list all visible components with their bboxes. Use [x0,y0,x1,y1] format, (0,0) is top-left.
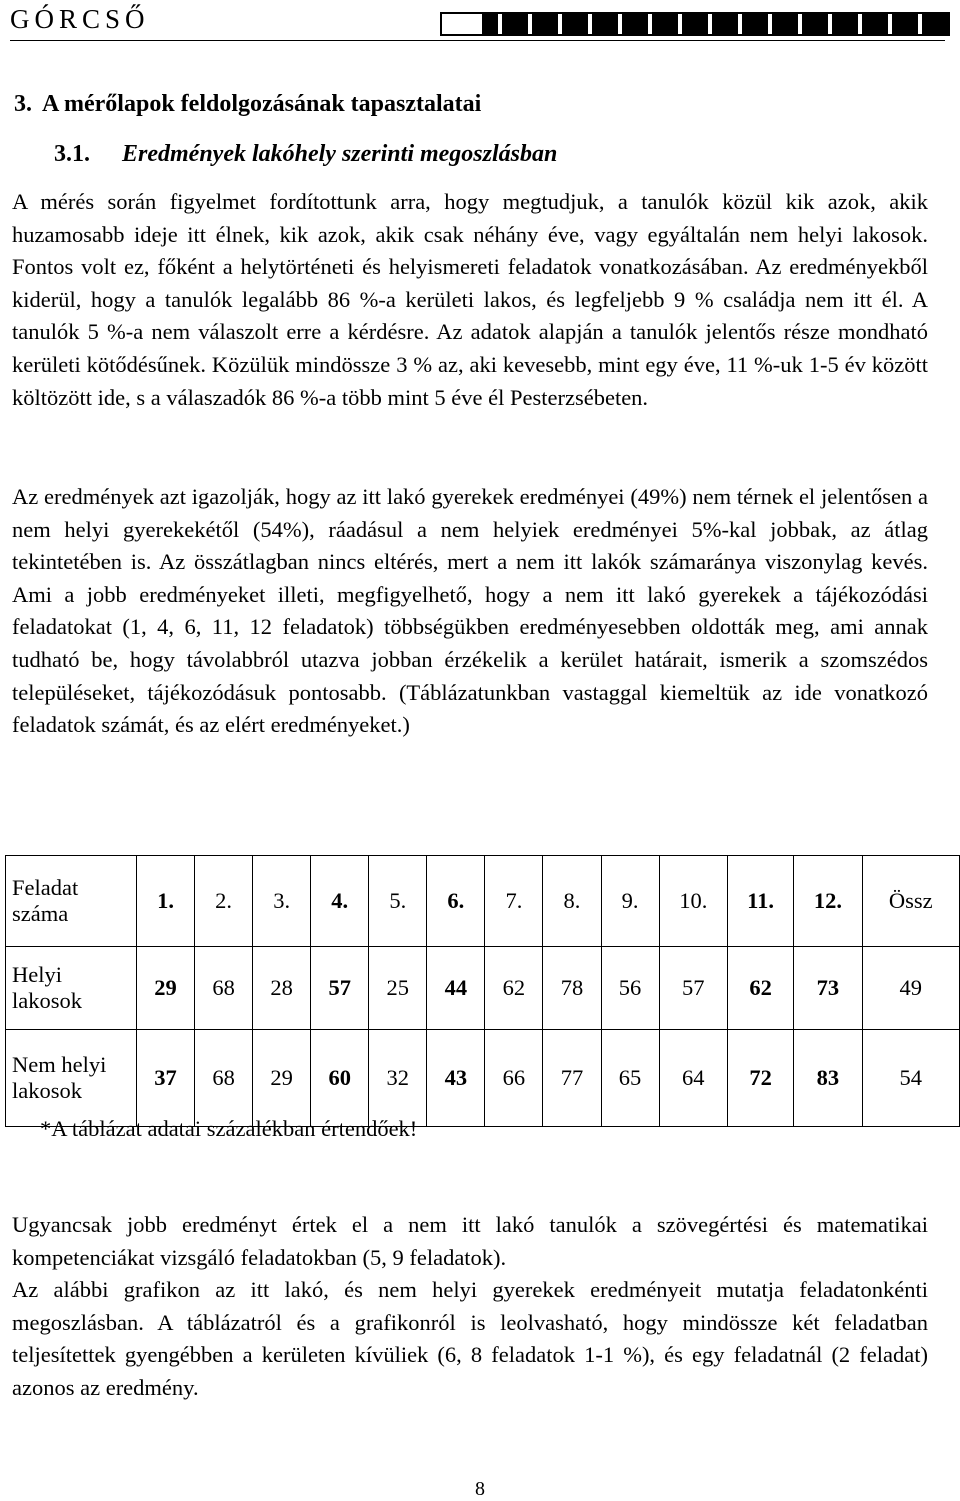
header-decorative-bar [440,12,950,36]
section-number: 3. [14,91,32,117]
section-heading [14,91,481,118]
row-label: Feladat száma [6,856,137,947]
table-cell: 62 [728,947,794,1030]
table-cell: 57 [311,947,369,1030]
header-rule [10,40,945,41]
table-cell: 6. [427,856,485,947]
table-cell: 54 [862,1030,959,1127]
table-cell: 5. [369,856,427,947]
table-cell: 43 [427,1030,485,1127]
table-cell: 72 [728,1030,794,1127]
table-cell: 83 [794,1030,862,1127]
table-cell: 28 [253,947,311,1030]
table-cell: 9. [601,856,659,947]
table-cell: 11. [728,856,794,947]
table-row-helyi [6,947,960,1030]
paragraph-competence: Ugyancsak jobb eredményt értek el a nem itt lakó tanulók a szövegértési és matematikai kompetenciákat vizsgáló feladatokban (5, 9 feladatok). [12,1212,928,1270]
table-cell: Össz [862,856,959,947]
row-label: Nem helyi lakosok [6,1030,137,1127]
results-table [5,855,960,1127]
subsection-title: Eredmények lakóhely szerinti megoszlásban [122,141,558,167]
table-cell: 29 [253,1030,311,1127]
table-cell: 32 [369,1030,427,1127]
table-cell: 77 [543,1030,601,1127]
table-cell: 2. [195,856,253,947]
table-cell: 60 [311,1030,369,1127]
table-cell: 68 [195,1030,253,1127]
row-label: Helyi lakosok [6,947,137,1030]
table-cell: 66 [485,1030,543,1127]
table-cell: 57 [659,947,727,1030]
table-cell: 3. [253,856,311,947]
table-cell: 29 [137,947,195,1030]
table-cell: 1. [137,856,195,947]
paragraph-results: Az eredmények azt igazolják, hogy az itt lakó gyerekek eredményei (49%) nem térnek el jelentősen a nem helyi gyerekekétől (54%), ráadásul a nem helyiek eredményei 5%-kal jobbak, az átlag tekintetében is. Az összátlagban nincs eltérés, mert a nem itt lakók számaránya viszonylag kevés. Ami a jobb eredményeket illeti, megfigyelhető, hogy a nem itt lakó gyerekek a tájékozódási feladatokat (1, 4, 6, 11, 12 feladatok) többségükben eredményesebben oldották meg, ami annak tudható be, hogy távolabbról utazva jobban érzékelik a kerület határait, ismerik a szomszédos településeket, tájékozódásuk pontosabb. (Táblázatunkban vastaggal kiemeltük az ide vonatkozó feladatok számát, és az elért eredményeket.) [12,484,928,738]
table-note: *A táblázat adatai százalékban értendőek! [40,1116,418,1141]
section-title: A mérőlapok feldolgozásának tapasztalatai [42,91,482,117]
subsection-heading [54,141,557,168]
subsection-number: 3.1. [54,141,90,167]
table-cell: 10. [659,856,727,947]
table-cell: 62 [485,947,543,1030]
table-cell: 65 [601,1030,659,1127]
table-cell: 78 [543,947,601,1030]
table-cell: 4. [311,856,369,947]
table-cell: 25 [369,947,427,1030]
table-cell: 68 [195,947,253,1030]
table-cell: 56 [601,947,659,1030]
table-cell: 8. [543,856,601,947]
table-cell: 7. [485,856,543,947]
table-row-header [6,856,960,947]
table-cell: 73 [794,947,862,1030]
journal-title: GÓRCSŐ [10,4,150,34]
table-row-nem-helyi [6,1030,960,1127]
paragraph-residence: A mérés során figyelmet fordítottunk arra, hogy megtudjuk, a tanulók közül kik azok, akik huzamosabb ideje itt élnek, kik azok, akik csak néhány éve, vagy egyáltalán nem helyi lakosok. Fontos volt ez, főként a helytörténeti és helyismereti feladatok vonatkozásában. Az eredményekből kiderül, hogy a tanulók legalább 86 %-a kerületi lakos, és legfeljebb 9 % családja nem itt él. A tanulók 5 %-a nem válaszolt erre a kérdésre. Az adatok alapján a tanulók jelentős része mondható kerületi kötődésűnek. Közülük mindössze 3 % az, aki kevesebb, mint egy éve, 11 %-uk 1-5 év között költözött ide, s a válaszadók 86 %-a több mint 5 éve él Pesterzsébeten. [12,189,928,410]
table-cell: 49 [862,947,959,1030]
page-header [10,4,945,40]
table-cell: 64 [659,1030,727,1127]
table-cell: 44 [427,947,485,1030]
table-cell: 37 [137,1030,195,1127]
table-cell: 12. [794,856,862,947]
paragraph-graph-intro: Az alábbi grafikon az itt lakó, és nem helyi gyerekek eredményeit mutatja feladatonkénti megoszlásban. A táblázatról és a grafikonról is leolvasható, hogy mindössze két feladatban teljesítettek gyengébben a kerületen kívüliek (6, 8 feladatok 1-1 %), és egy feladatnál (2 feladat) azonos az eredmény. [12,1277,928,1400]
page-number: 8 [475,1478,485,1500]
